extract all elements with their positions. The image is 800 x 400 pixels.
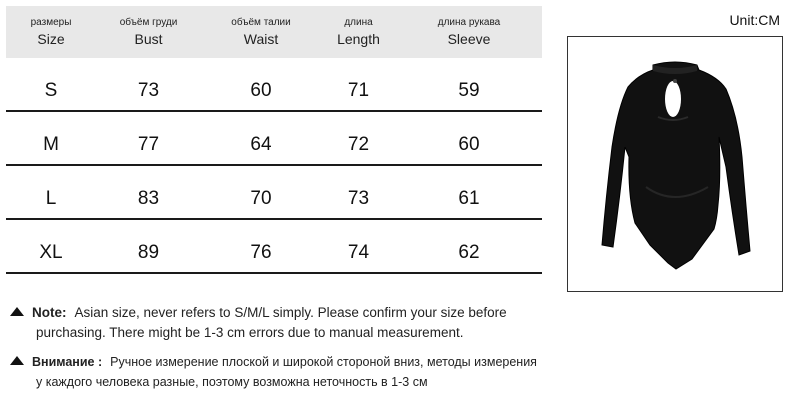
cell-length: 72 [347, 134, 370, 155]
header-sleeve [396, 6, 542, 58]
note-text-line2: purchasing. There might be 1-3 cm errors due to manual measurement. [36, 325, 464, 340]
header-sleeve-en: Sleeve [447, 31, 491, 47]
cell-bust: 77 [137, 134, 160, 155]
note-label-ru: Внимание : [32, 355, 103, 369]
cell-length: 73 [347, 188, 370, 209]
header-size [6, 6, 96, 58]
header-length-en: Length [337, 31, 380, 47]
header-size-en: Size [37, 31, 65, 47]
cell-sleeve: 61 [458, 188, 480, 209]
table-row [6, 220, 542, 274]
table-row [6, 166, 542, 220]
header-length [321, 6, 396, 58]
note-ru-line1: Ручное измерение плоской и широкой стороной вниз, методы измерения [110, 355, 537, 369]
note-label: Note: [32, 305, 67, 320]
unit-label: Unit:CM [729, 12, 780, 28]
table-row [6, 58, 542, 112]
cell-waist: 70 [250, 188, 272, 209]
table-row [6, 112, 542, 166]
cell-length: 71 [347, 80, 370, 101]
up-triangle-icon [10, 307, 24, 316]
header-length-ru: длина [344, 17, 373, 28]
header-waist-en: Waist [243, 31, 279, 47]
cell-size: S [44, 80, 58, 101]
note-text-line1: Asian size, never refers to S/M/L simply. Please confirm your size before [74, 305, 507, 320]
cell-bust: 89 [137, 242, 160, 263]
note-russian [10, 352, 550, 392]
black-cutout-bodysuit-icon [568, 37, 782, 291]
cell-sleeve: 60 [458, 134, 480, 155]
cell-waist: 64 [250, 134, 272, 155]
cell-bust: 73 [137, 80, 160, 101]
cell-sleeve: 59 [458, 80, 480, 101]
product-image [567, 36, 783, 292]
table-header-row [6, 6, 542, 58]
note-ru-line2: у каждого человека разные, поэтому возможна неточность в 1-3 см [36, 375, 428, 389]
up-triangle-icon [10, 356, 24, 365]
header-waist [201, 6, 321, 58]
cell-size: XL [39, 242, 63, 263]
header-bust [96, 6, 201, 58]
header-size-ru: размеры [30, 17, 72, 28]
header-bust-ru: объём груди [119, 17, 178, 28]
size-chart-table [6, 6, 542, 274]
cell-size: L [45, 188, 57, 209]
note-english [10, 303, 550, 343]
cell-sleeve: 62 [458, 242, 480, 263]
cell-length: 74 [347, 242, 370, 263]
header-sleeve-ru: длина рукава [437, 17, 501, 28]
header-bust-en: Bust [134, 31, 163, 47]
header-waist-ru: объём талии [231, 17, 291, 28]
cell-size: M [43, 134, 59, 155]
cell-waist: 60 [250, 80, 272, 101]
cell-bust: 83 [137, 188, 160, 209]
cell-waist: 76 [250, 242, 272, 263]
